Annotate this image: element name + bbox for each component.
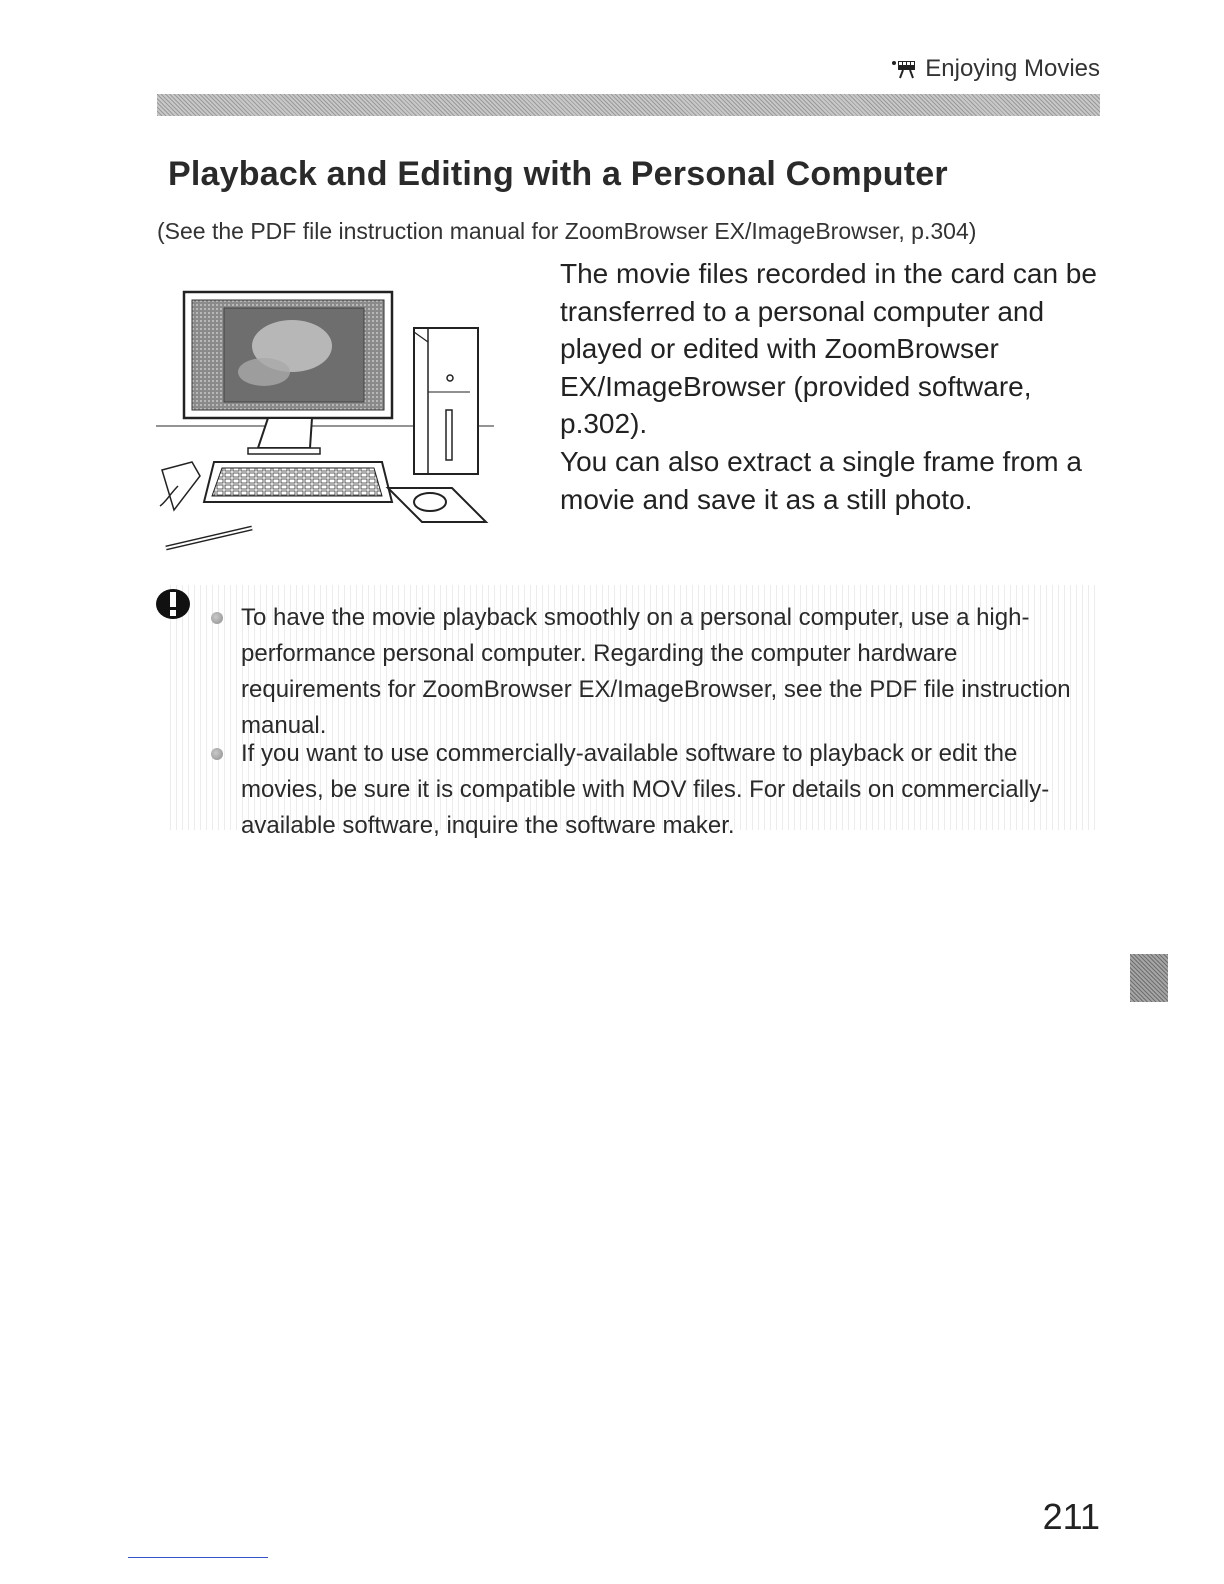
body-text xyxy=(560,255,1105,518)
bullet-icon xyxy=(211,612,223,624)
caution-box xyxy=(165,585,1100,839)
page-title: Playback and Editing with a Personal Computer xyxy=(168,155,948,193)
page-header xyxy=(891,55,1100,83)
section-header-title: Enjoying Movies xyxy=(925,55,1100,82)
page-number: 211 xyxy=(1042,1496,1100,1537)
movie-camera-icon xyxy=(891,59,917,79)
header-band xyxy=(157,94,1100,116)
caution-icon xyxy=(153,587,193,626)
caution-note xyxy=(241,600,1091,744)
body-paragraph: You can also extract a single frame from a movie and save it as a still photo. xyxy=(560,445,1082,515)
footer-rule xyxy=(128,1557,268,1558)
caution-note xyxy=(241,736,1091,844)
reference-note: (See the PDF file instruction manual for ZoomBrowser EX/ImageBrowser, p.304) xyxy=(157,218,977,244)
caution-note-text: To have the movie playback smoothly on a personal computer, use a high-performance personal computer. Regarding the computer hardware requirements for ZoomBrowser EX/ImageBrowser, see the PDF file instruction manual. xyxy=(241,604,1071,739)
caution-note-text: If you want to use commercially-available software to playback or edit the movies, be sure it is compatible with MOV files. For details on commercially-available software, inquire the software maker. xyxy=(241,740,1050,839)
computer-setup-illustration xyxy=(152,280,502,565)
body-paragraph: The movie files recorded in the card can be transferred to a personal computer and played or edited with ZoomBrowser EX/ImageBrowser (provided software, p.302). xyxy=(560,258,1097,440)
bullet-icon xyxy=(211,748,223,760)
chapter-tab-marker xyxy=(1130,954,1168,1002)
